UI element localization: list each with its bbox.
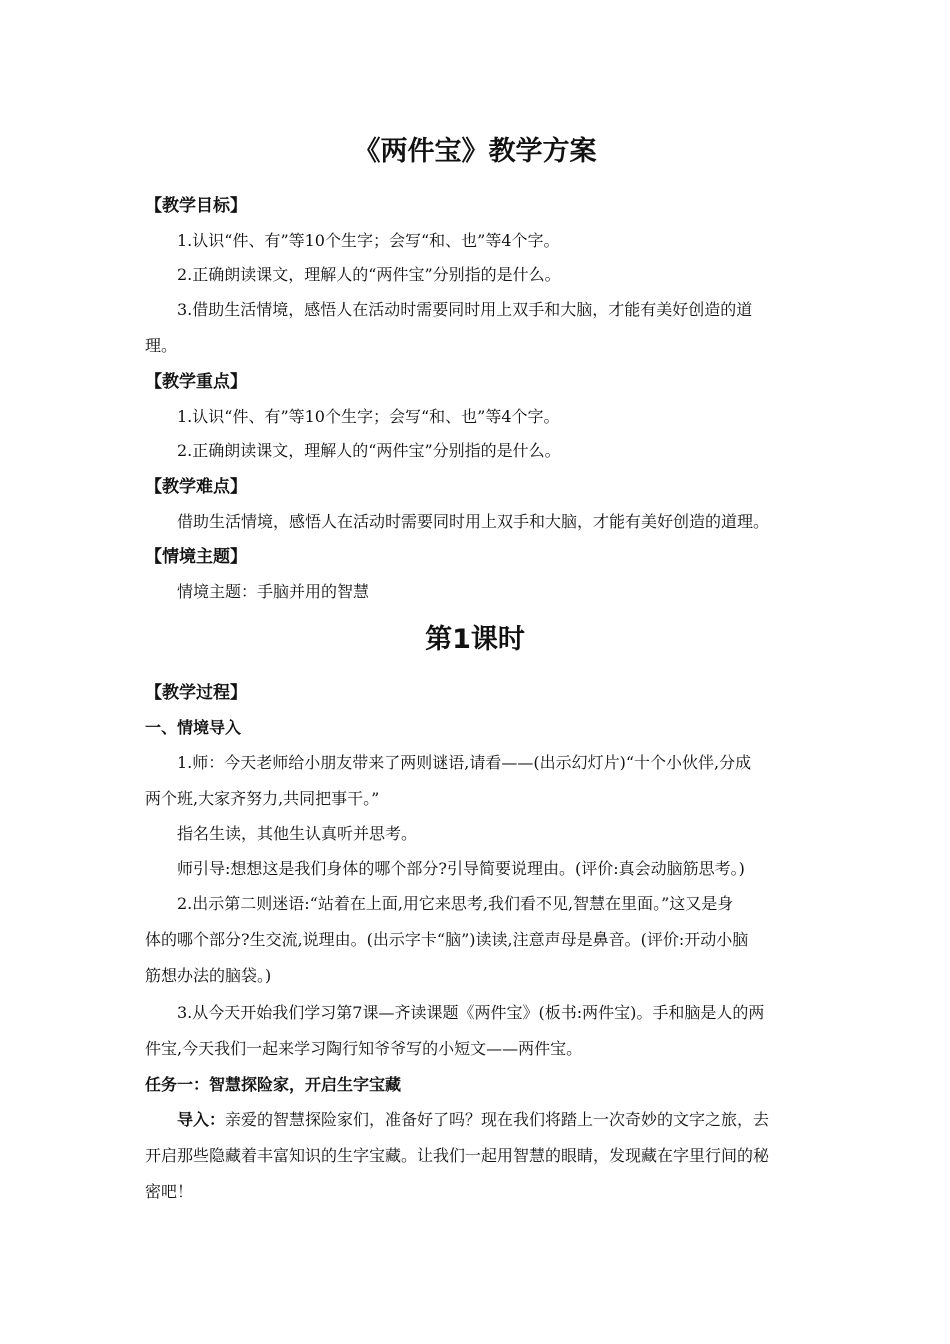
key-point-item-1: 1.认识“件、有”等10个生字；会写“和、也”等4个字。 [177,407,560,426]
goal-item-1: 1.认识“件、有”等10个生字；会写“和、也”等4个字。 [177,231,560,250]
key-points-heading: 【教学重点】 [145,372,247,392]
intro-line-1 [177,1110,769,1130]
intro-text: 亲爱的智慧探险家们，准备好了吗？现在我们将踏上一次奇妙的文字之旅，去 [225,1110,770,1129]
paragraph-4-line-2: 体的哪个部分?生交流,说理由。(出示字卡“脑”)读读,注意声母是鼻音。(评价:开动小脑 [145,930,749,949]
theme-text: 情境主题：手脑并用的智慧 [177,582,370,601]
paragraph-3: 师引导:想想这是我们身体的哪个部分?引导简要说理由。(评价:真会动脑筋思考。) [177,859,745,878]
paragraph-5-line-2: 件宝,今天我们一起来学习陶行知爷爷写的小短文——两件宝。 [145,1039,583,1058]
difficulty-heading: 【教学难点】 [145,477,247,497]
paragraph-4-line-1: 2.出示第二则迷语:“站着在上面,用它来思考,我们看不见,智慧在里面。”这又是身 [177,894,734,913]
goal-item-2: 2.正确朗读课文，理解人的“两件宝”分别指的是什么。 [177,265,561,284]
paragraph-2: 指名生读，其他生认真听并思考。 [177,824,418,843]
intro-line-2: 开启那些隐藏着丰富知识的生字宝藏。让我们一起用智慧的眼睛，发现藏在字里行间的秘 [145,1146,770,1165]
intro-label: 导入： [177,1110,226,1129]
paragraph-5-line-1: 3.从今天开始我们学习第7课—齐读课题《两件宝》(板书:两件宝)。手和脑是人的两 [177,1003,765,1022]
paragraph-4-line-3: 筋想办法的脑袋。) [145,966,272,985]
goals-heading: 【教学目标】 [145,196,247,216]
lesson-title: 第1课时 [425,624,525,655]
goal-item-3-continued: 理。 [145,336,178,355]
theme-heading: 【情境主题】 [145,547,247,567]
paragraph-1-line-1: 1.师：今天老师给小朋友带来了两则谜语,请看——(出示幻灯片)“十个小伙伴,分成 [177,753,752,772]
difficulty-text: 借助生活情境，感悟人在活动时需要同时用上双手和大脑，才能有美好创造的道理。 [177,512,770,531]
process-heading: 【教学过程】 [145,683,247,703]
task-1-heading: 任务一：智慧探险家，开启生字宝藏 [145,1075,402,1094]
section-heading-intro: 一、情境导入 [145,718,242,737]
intro-line-3: 密吧！ [145,1182,194,1201]
key-point-item-2: 2.正确朗读课文，理解人的“两件宝”分别指的是什么。 [177,441,561,460]
goal-item-3: 3.借助生活情境，感悟人在活动时需要同时用上双手和大脑，才能有美好创造的道 [177,300,753,319]
document-title: 《两件宝》教学方案 [353,136,597,167]
paragraph-1-line-2: 两个班,大家齐努力,共同把事干。” [145,789,380,808]
